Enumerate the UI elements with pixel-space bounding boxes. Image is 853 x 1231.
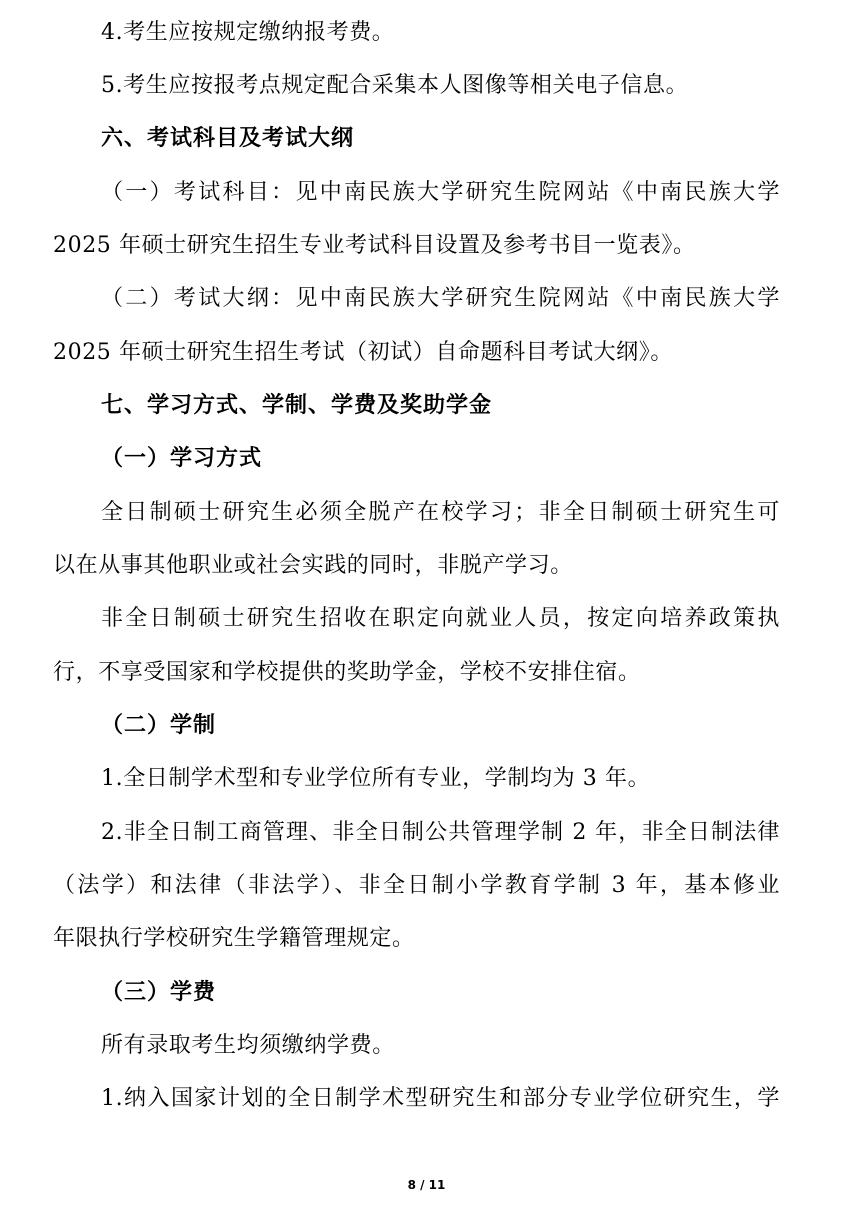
paragraph-duration-2-line1: 2.非全日制工商管理、非全日制公共管理学制 2 年，非全日制法律 [101,820,780,845]
paragraph-exam-syllabus-line1: （二）考试大纲：见中南民族大学研究生院网站《中南民族大学 [101,286,780,311]
section-heading-7: 七、学习方式、学制、学费及奖助学金 [101,393,493,418]
paragraph-exam-subjects-line2: 2025 年硕士研究生招生专业考试科目设置及参考书目一览表》。 [53,233,696,258]
paragraph-tuition-all: 所有录取考生均须缴纳学费。 [101,1033,395,1058]
paragraph-parttime-line1: 非全日制硕士研究生招收在职定向就业人员，按定向培养政策执 [101,606,780,631]
paragraph-tuition-1-line1: 1.纳入国家计划的全日制学术型研究生和部分专业学位研究生，学 [101,1086,780,1111]
subheading-tuition: （三）学费 [101,980,217,1005]
paragraph-item-4: 4.考生应按规定缴纳报考费。 [101,20,395,45]
paragraph-duration-2-line2: （法学）和法律（非法学）、非全日制小学教育学制 3 年，基本修业 [53,873,780,898]
page-number: 8 / 11 [407,1178,446,1192]
paragraph-parttime-line2: 行，不享受国家和学校提供的奖助学金，学校不安排住宿。 [53,660,641,685]
paragraph-exam-subjects-line1: （一）考试科目：见中南民族大学研究生院网站《中南民族大学 [101,180,780,205]
paragraph-duration-2-line3: 年限执行学校研究生学籍管理规定。 [53,926,415,951]
paragraph-exam-syllabus-line2: 2025 年硕士研究生招生考试（初试）自命题科目考试大纲》。 [53,340,673,365]
paragraph-duration-1: 1.全日制学术型和专业学位所有专业，学制均为 3 年。 [101,766,651,791]
section-heading-6: 六、考试科目及考试大纲 [101,126,355,151]
paragraph-item-5: 5.考生应按报考点规定配合采集本人图像等相关电子信息。 [101,73,689,98]
subheading-duration: （二）学制 [101,713,217,738]
paragraph-fulltime-line2: 以在从事其他职业或社会实践的同时，非脱产学习。 [53,553,573,578]
paragraph-fulltime-line1: 全日制硕士研究生必须全脱产在校学习；非全日制硕士研究生可 [101,500,780,525]
subheading-study-mode: （一）学习方式 [101,446,263,471]
